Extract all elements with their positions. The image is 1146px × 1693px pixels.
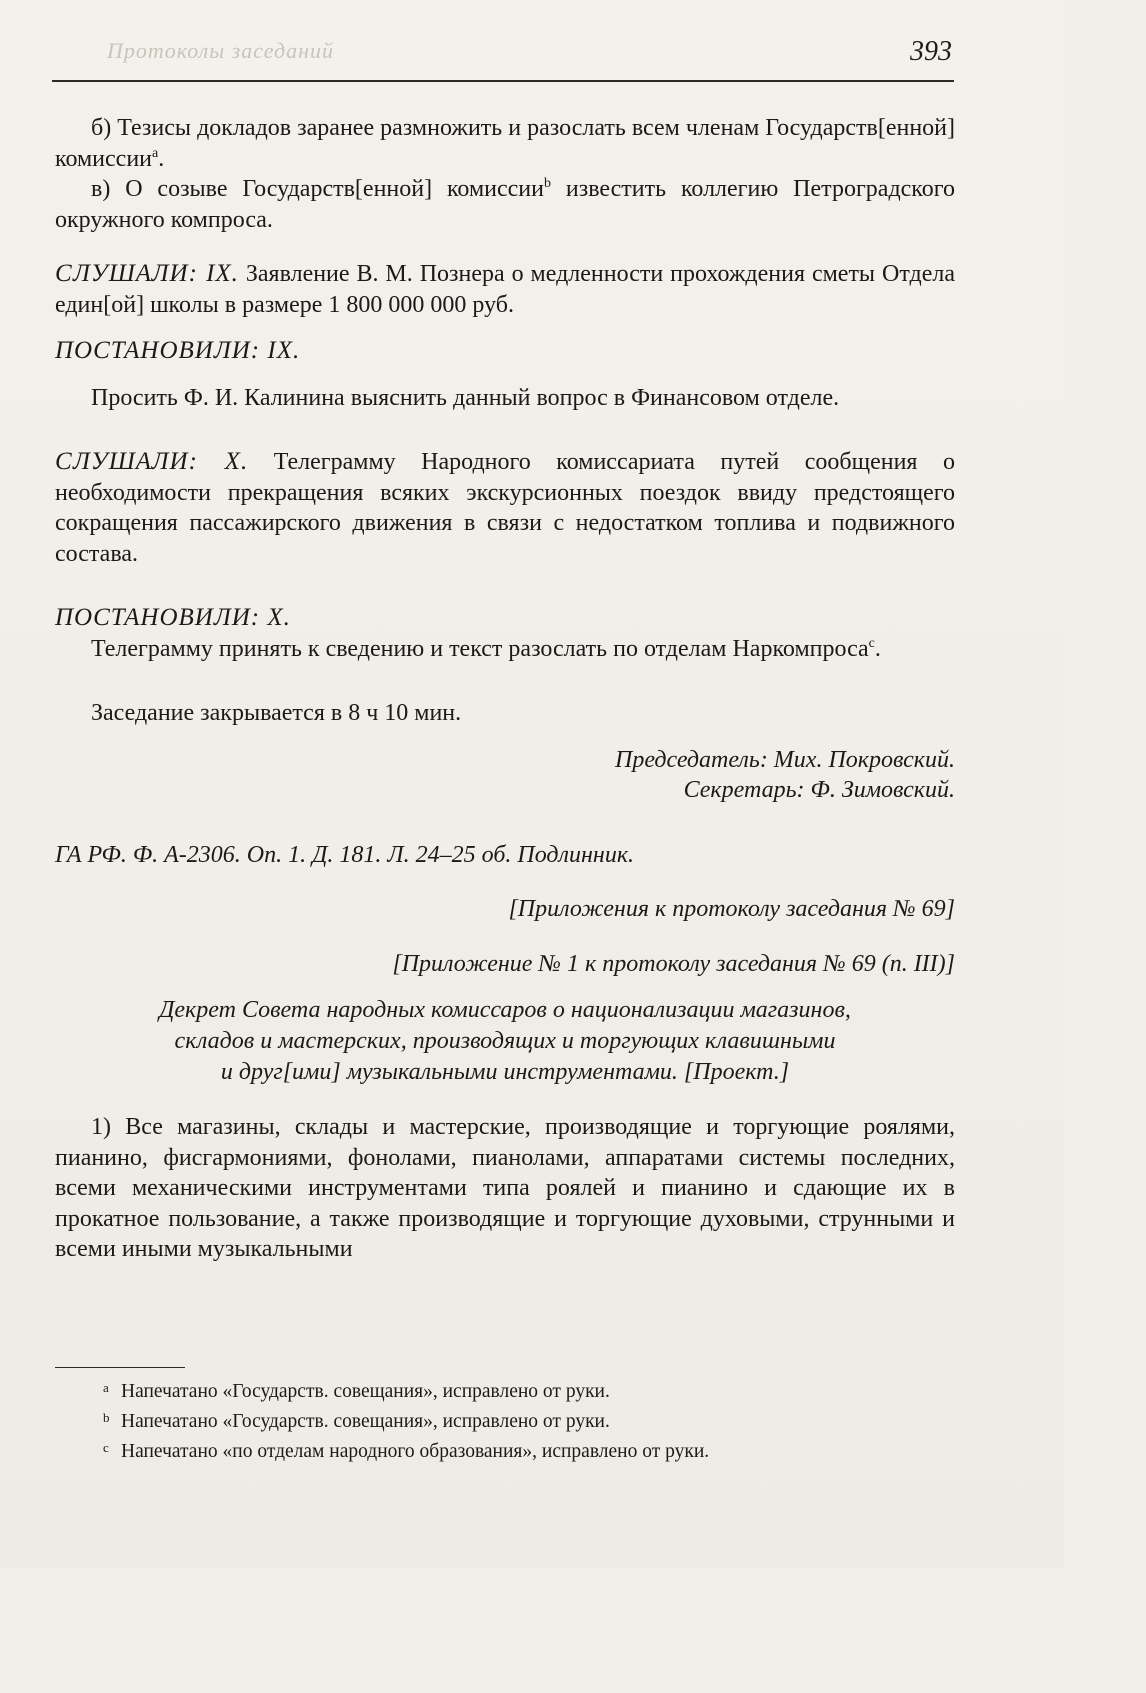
item-b-text: б) Тезисы докладов заранее размножить и разослать всем членам Государств[енной] комиссии xyxy=(55,115,955,172)
footnote-ref-a: a xyxy=(152,145,159,161)
secretary-signature: Секретарь: Ф. Зимовский. xyxy=(683,777,955,803)
footnote-ref-b: b xyxy=(544,176,551,191)
item-b xyxy=(55,113,955,174)
footnote-mark-c: c xyxy=(103,1440,109,1455)
heard-9 xyxy=(55,259,955,320)
footnote-c xyxy=(55,1437,955,1467)
closing-statement: Заседание закрывается в 8 ч 10 мин. xyxy=(91,700,462,726)
footnote-b xyxy=(55,1407,955,1437)
heard-9-label: СЛУШАЛИ: IX. xyxy=(55,260,239,287)
appendices-title: [Приложения к протоколу заседания № 69] xyxy=(508,896,955,922)
resolved-9-label: ПОСТАНОВИЛИ: IX. xyxy=(55,337,301,364)
page-number: 393 xyxy=(910,36,952,67)
main-text xyxy=(55,113,955,1265)
item-v-text: в) О созыве Государств[енной] комиссии xyxy=(91,176,544,202)
item-v-end: известить коллегию Петроградского окружного компроса. xyxy=(55,176,955,233)
footnote-rule xyxy=(55,1367,185,1368)
heard-10-text: Телеграмму Народного комиссариата путей сообщения о необходимости прекращения всяких экскурсионных поездок ввиду предстоящего сокращения пассажирского движения в связи с недостатком топлива и подвижного состава. xyxy=(55,449,955,567)
decree-title xyxy=(55,995,955,1088)
heard-10 xyxy=(55,447,955,569)
item-b-end: . xyxy=(158,145,165,172)
decree-title-line-3: и друг[ими] музыкальными инструментами. [Проект.] xyxy=(220,1059,790,1085)
archive-reference: ГА РФ. Ф. А-2306. Оп. 1. Д. 181. Л. 24–25 об. Подлинник. xyxy=(55,841,635,868)
resolved-9-text: Просить Ф. И. Калинина выяснить данный вопрос в Финансовом отделе. xyxy=(91,384,840,411)
footnote-text-b: Напечатано «Государств. совещания», исправлено от руки. xyxy=(121,1411,610,1432)
chairman-signature: Председатель: Мих. Покровский. xyxy=(614,746,955,773)
running-head: Протоколы заседаний xyxy=(107,38,334,63)
resolved-10-label: ПОСТАНОВИЛИ: X. xyxy=(55,604,291,631)
footnote-mark-a: a xyxy=(103,1380,109,1395)
item-v xyxy=(55,174,955,235)
footnote-mark-b: b xyxy=(103,1410,110,1425)
footnote-text-a: Напечатано «Государств. совещания», исправлено от руки. xyxy=(121,1381,610,1402)
resolved-10 xyxy=(55,634,955,665)
footnote-text-c: Напечатано «по отделам народного образования», исправлено от руки. xyxy=(121,1441,710,1462)
heard-9-text: Заявление В. М. Познера о медленности прохождения сметы Отдела един[ой] школы в размере 1 800 000 000 руб. xyxy=(55,261,955,318)
decree-title-line-2: складов и мастерских, производящих и торгующих клавишными xyxy=(174,1028,836,1054)
footnote-a xyxy=(55,1377,955,1407)
heard-10-label: СЛУШАЛИ: X. xyxy=(55,448,249,475)
page-header xyxy=(52,32,954,82)
footnote-ref-c: c xyxy=(868,635,875,651)
decree-paragraph-1: 1) Все магазины, склады и мастерские, производящие и торгующие роялями, пианино, фисгармониями, фонолами, пианолами, аппаратами системы последних, всеми механическими инструментами типа роялей и пианино и сдающие их в прокатное пользование, а также производящие и торгующие духовыми, струнными и всеми иными музыкальными xyxy=(55,1114,955,1262)
footnotes xyxy=(55,1367,955,1467)
resolved-10-end: . xyxy=(874,635,881,662)
decree-title-line-1: Декрет Совета народных комиссаров о национализации магазинов, xyxy=(159,997,851,1023)
appendix-1-title: [Приложение № 1 к протоколу заседания № 69 (п. III)] xyxy=(392,950,955,977)
resolved-10-text: Телеграмму принять к сведению и текст разослать по отделам Наркомпроса xyxy=(91,635,869,662)
